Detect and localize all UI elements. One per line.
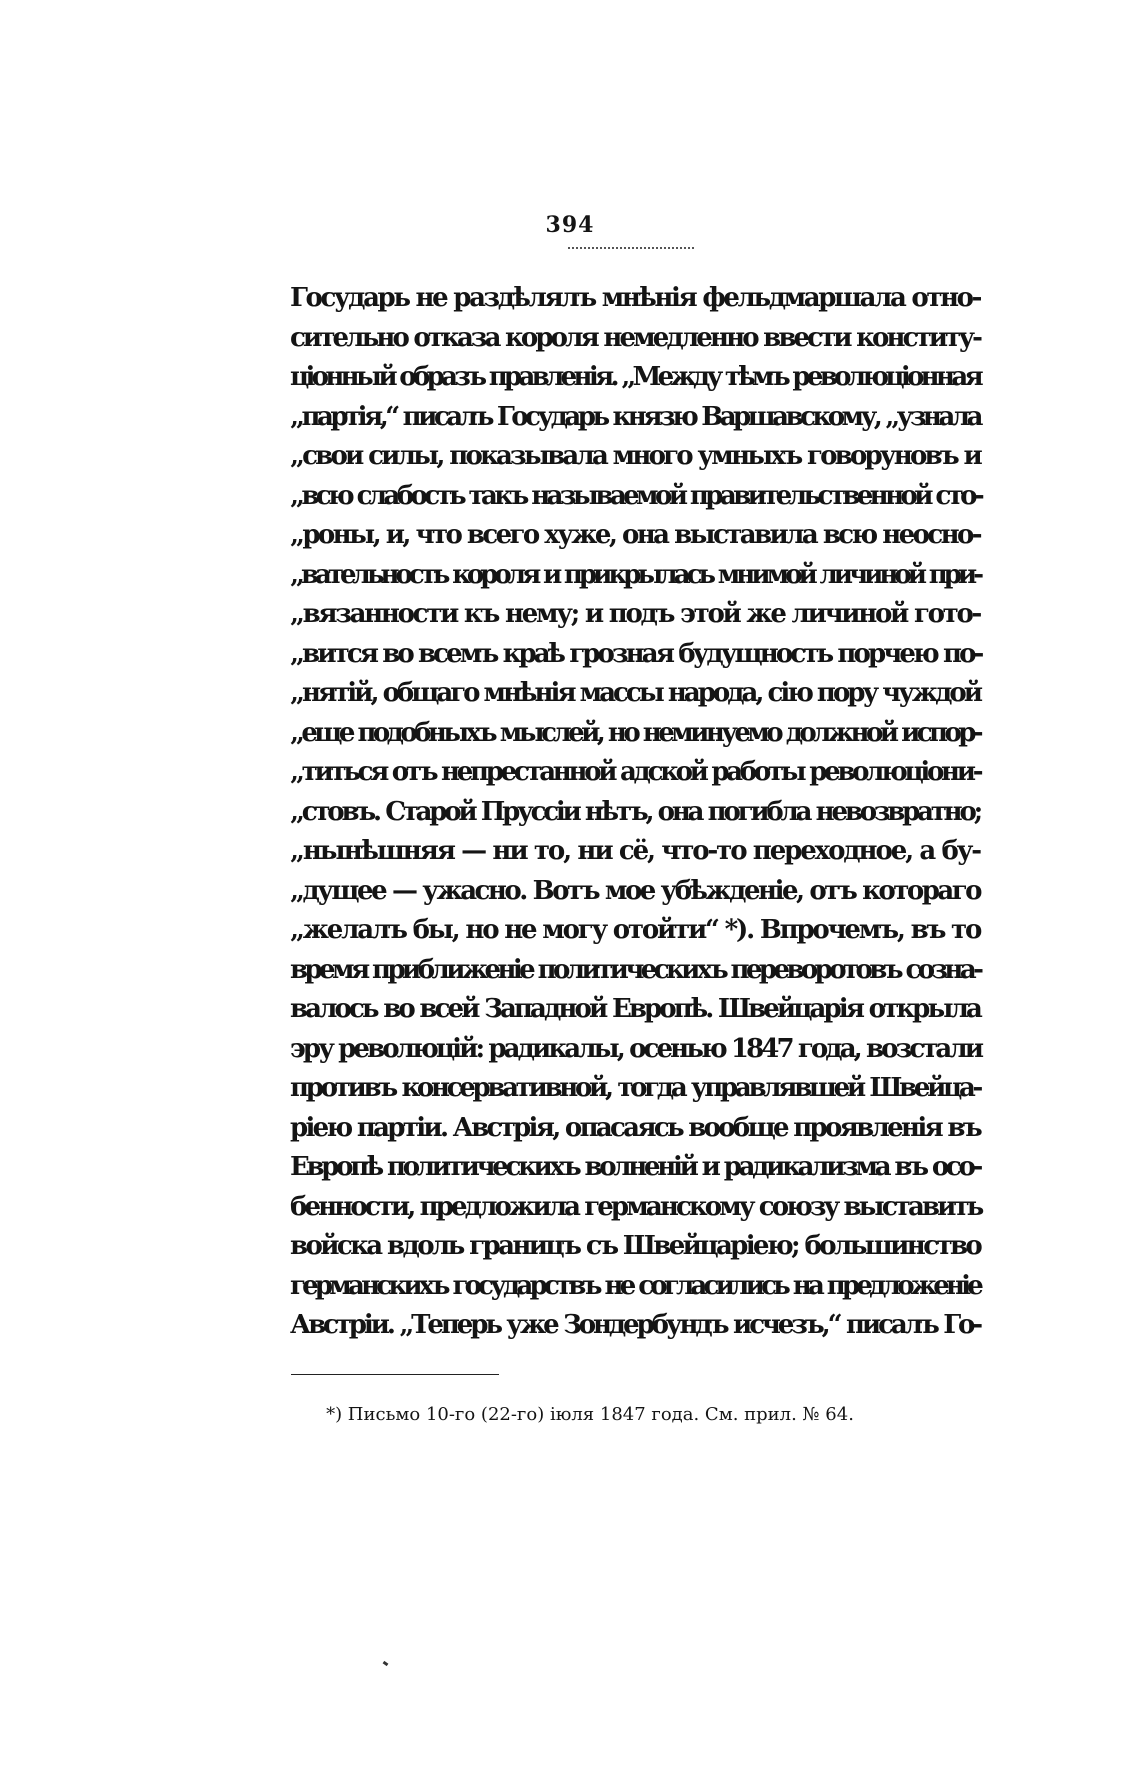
text-line: войска вдоль границъ съ Швейцаріею; большинство (290, 1231, 981, 1261)
text-line: сительно отказа короля немедленно ввести конститу- (290, 322, 980, 353)
text-line: Европѣ политическихъ волненій и радикализма въ осо- (290, 1152, 980, 1182)
text-line: противъ консервативной, тогда управлявшей Швейца- (290, 1073, 980, 1103)
text-line: валось во всей Западной Европѣ. Швейцарія открыла (290, 994, 980, 1024)
text-line: „еще подобныхъ мыслей, но неминуемо должной испор- (290, 717, 980, 748)
text-line: бенности, предложила германскому союзу выставить (290, 1191, 982, 1222)
scan-speck (383, 1661, 389, 1666)
page-number-ornament (568, 247, 694, 249)
footnote-divider (291, 1374, 499, 1375)
footnote: *) Письмо 10-го (22-го) іюля 1847 года. См. прил. № 64. (326, 1404, 854, 1425)
body-text (290, 279, 980, 1346)
text-line: „свои силы, показывала много умныхъ говоруновъ и (290, 441, 980, 471)
text-line: „вязанности къ нему; и подъ этой же личиной гото- (290, 599, 980, 629)
text-line: время приближеніе политическихъ переворотовъ созна- (290, 954, 981, 985)
text-line: „партія,“ писалъ Государь князю Варшавскому, „узнала (290, 401, 980, 432)
text-line: „вится во всемъ краѣ грозная будущность порчею по- (290, 638, 982, 669)
page-number: 394 (545, 212, 595, 238)
text-line: ріею партіи. Австрія, опасаясь вообще проявленія въ (290, 1112, 980, 1143)
text-line: „нынѣшняя — ни то, ни сё, что-то переходное, а бу- (290, 836, 980, 866)
text-line: эру революцій: радикалы, осенью 1847 года, возстали (290, 1033, 982, 1064)
text-line: ціонный образъ правленія. „Между тѣмъ революціонная (290, 362, 980, 392)
text-line: Австріи. „Теперь уже Зондербундъ исчезъ,“ писалъ Го- (290, 1310, 980, 1340)
text-line: „титься отъ непрестанной адской работы революціони- (290, 757, 981, 787)
text-line: „дущее — ужасно. Вотъ мое убѣжденіе, отъ котораго (290, 875, 980, 906)
text-line: „желалъ бы, но не могу отойти“ *). Впрочемъ, въ то (290, 915, 981, 945)
text-line: Государь не раздѣлялъ мнѣнія фельдмаршала отно- (290, 283, 980, 313)
text-line: „стовъ. Старой Пруссіи нѣтъ, она погибла невозвратно; (290, 796, 980, 827)
text-line: германскихъ государствъ не согласились на предложеніе (290, 1270, 980, 1301)
text-line: „вательность короля и прикрылась мнимой личиной при- (290, 559, 980, 590)
text-line: „нятій, общаго мнѣнія массы народа, сію пору чуждой (290, 678, 981, 708)
text-line: „всю слабость такъ называемой правительственной сто- (290, 480, 982, 511)
text-line: „роны, и, что всего хуже, она выставила всю неосно- (290, 520, 980, 550)
